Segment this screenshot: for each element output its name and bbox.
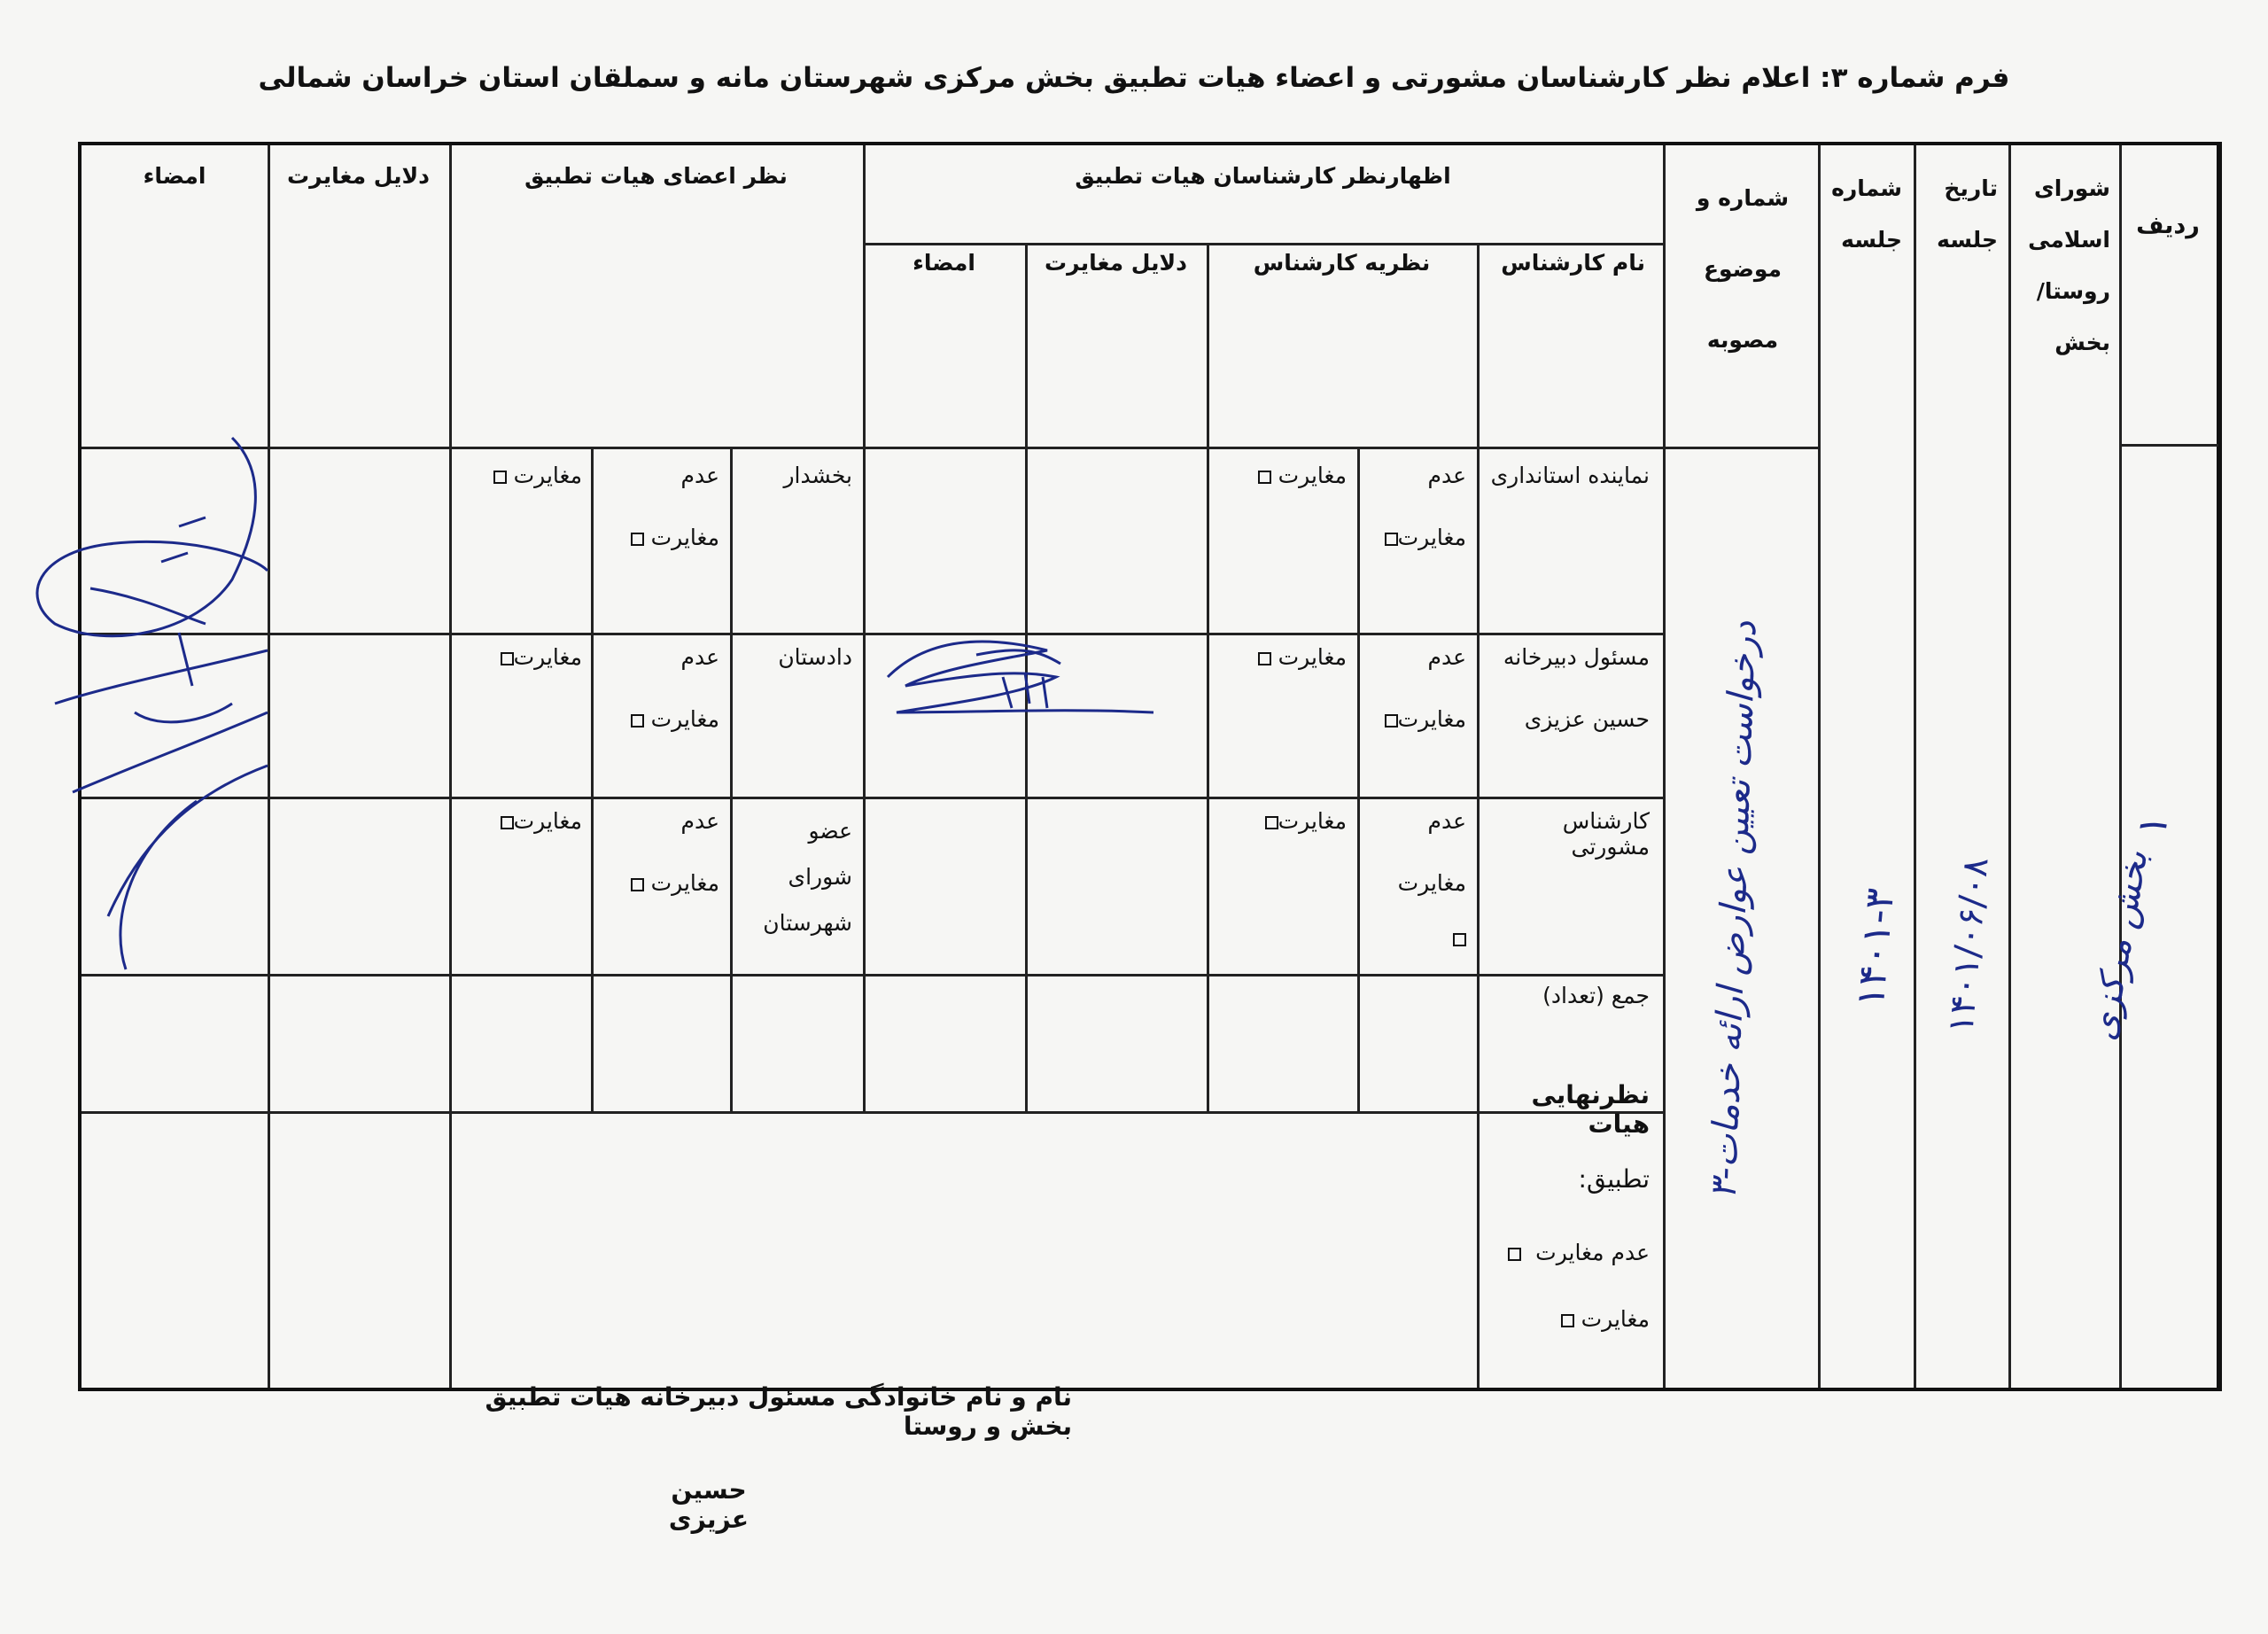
handwritten-session: ۱۴۰۱-۳	[1847, 886, 1904, 1009]
experts-group-header: اظهارنظر کارشناسان هیات تطبیق	[1075, 163, 1451, 189]
moghayerat-option[interactable]: مغایرت	[1214, 644, 1347, 670]
expert-reasons-header: دلایل مغایرت	[1045, 250, 1187, 276]
grid-line	[2008, 145, 2011, 1388]
checkbox[interactable]	[1453, 933, 1466, 946]
checkbox[interactable]	[1258, 471, 1271, 484]
grid-line	[82, 974, 1663, 977]
final-adam-option[interactable]: عدم مغایرت	[1486, 1240, 1650, 1265]
checkbox[interactable]	[1258, 652, 1271, 665]
moghayerat-option[interactable]: مغایرت	[458, 808, 582, 834]
final-moghayerat-option[interactable]: مغایرت	[1486, 1306, 1650, 1332]
checkbox[interactable]	[1385, 714, 1398, 728]
grid-line	[1025, 243, 1028, 1111]
reasons-header: دلایل مغایرت	[287, 163, 430, 189]
grid-line	[1357, 447, 1360, 1111]
checkbox[interactable]	[1561, 1314, 1574, 1327]
adam-moghayerat-option[interactable]: مغایرت	[600, 706, 719, 732]
handwritten-date: ۱۴۰۱/۰۶/۰۸	[1940, 855, 1997, 1036]
adam-label: عدم	[680, 463, 719, 488]
footer-label: نام و نام خانوادگی مسئول دبیرخانه هیات تطبیق بخش و روستا	[485, 1382, 1072, 1441]
grid-line	[1663, 145, 1666, 1388]
radif-header: ردیف	[2136, 212, 2200, 239]
adam-moghayerat-option[interactable]: مغایرت	[1364, 525, 1466, 550]
resolution-header: شماره و موضوع مصوبه	[1696, 185, 1790, 353]
grid-line	[1207, 243, 1209, 1111]
checkbox[interactable]	[501, 816, 514, 829]
moghayerat-option[interactable]: مغایرت	[458, 463, 582, 488]
final-subtitle: تطبیق:	[1578, 1164, 1650, 1194]
checkbox[interactable]	[631, 533, 644, 546]
grid-line	[730, 447, 733, 1111]
handwritten-radif: ۱	[2126, 810, 2179, 840]
checkbox[interactable]	[631, 878, 644, 891]
checkbox[interactable]	[493, 471, 507, 484]
signature-expert	[870, 624, 1162, 730]
expert-name: نماینده استانداری	[1490, 463, 1650, 488]
final-title: نظرنهایی هیات	[1531, 1080, 1650, 1139]
sign-header: امضاء	[143, 163, 206, 189]
member-name: بخشدار	[783, 463, 852, 488]
adam-label: عدم	[680, 644, 719, 670]
adam-label: عدم	[1427, 644, 1466, 670]
moghayerat-option[interactable]: مغایرت	[1214, 808, 1347, 834]
adam-moghayerat-option[interactable]: مغایرت	[1364, 706, 1466, 732]
grid-line	[82, 447, 1818, 449]
adam-moghayerat-option[interactable]: مغایرت	[600, 525, 719, 550]
checkbox[interactable]	[1508, 1248, 1521, 1261]
grid-line	[863, 145, 866, 1111]
moghayerat-label: مغایرت	[1397, 870, 1466, 896]
date-header: تاریخ جلسه	[1937, 175, 1998, 253]
checkbox[interactable]	[631, 714, 644, 728]
shora-header: شورای اسلامی روستا/ بخش	[2028, 175, 2110, 355]
checkbox[interactable]	[1265, 816, 1278, 829]
moghayerat-option[interactable]: مغایرت	[1214, 463, 1347, 488]
grid-line	[268, 145, 270, 1388]
member-name: عضو شورای شهرستان	[763, 818, 852, 936]
grid-line	[1914, 145, 1916, 1388]
expert-opinion-header: نظریه کارشناس	[1253, 250, 1431, 276]
grid-line	[82, 633, 1663, 635]
adam-moghayerat-option[interactable]: مغایرت	[600, 870, 719, 896]
session-number-header: شماره جلسه	[1831, 175, 1902, 253]
expert-sign-header: امضاء	[913, 250, 975, 276]
checkbox[interactable]	[1385, 533, 1398, 546]
expert-name-header: نام کارشناس	[1501, 250, 1645, 276]
total-label: جمع (تعداد)	[1542, 983, 1650, 1008]
grid-line	[1477, 243, 1480, 1388]
adam-label: عدم	[680, 808, 719, 834]
form-table	[78, 142, 2222, 1391]
grid-line	[449, 145, 452, 1388]
moghayerat-option[interactable]: مغایرت	[458, 644, 582, 670]
grid-line	[591, 447, 594, 1111]
handwritten-council: بخش مرکزی	[2082, 847, 2156, 1044]
grid-line	[1818, 145, 1821, 1388]
grid-line	[863, 243, 1663, 245]
grid-line	[82, 797, 1663, 799]
checkbox[interactable]	[501, 652, 514, 665]
grid-line	[82, 1111, 1663, 1114]
member-name: دادستان	[778, 644, 852, 670]
adam-label: عدم	[1427, 463, 1466, 488]
expert-name: کارشناس مشورتی	[1562, 808, 1650, 860]
grid-line	[2119, 444, 2218, 447]
expert-sub: حسین عزیزی	[1524, 706, 1650, 732]
handwritten-resolution: ۳-درخواست تعیین عوارض ارائه خدمات	[1703, 620, 1765, 1200]
adam-label: عدم	[1427, 808, 1466, 834]
signature-member	[2, 420, 294, 1076]
form-title: فرم شماره ۳: اعلام نظر کارشناسان مشورتی و اعضاء هیات تطبیق بخش مرکزی شهرستان مانه و سملقان استان خراسان شمالی	[258, 62, 2010, 94]
adam-moghayerat-option[interactable]	[1364, 925, 1466, 951]
members-group-header: نظر اعضای هیات تطبیق	[524, 163, 788, 189]
footer-name: حسین عزیزی	[668, 1475, 750, 1534]
expert-name: مسئول دبیرخانه	[1503, 644, 1650, 670]
grid-line	[2119, 145, 2122, 1388]
